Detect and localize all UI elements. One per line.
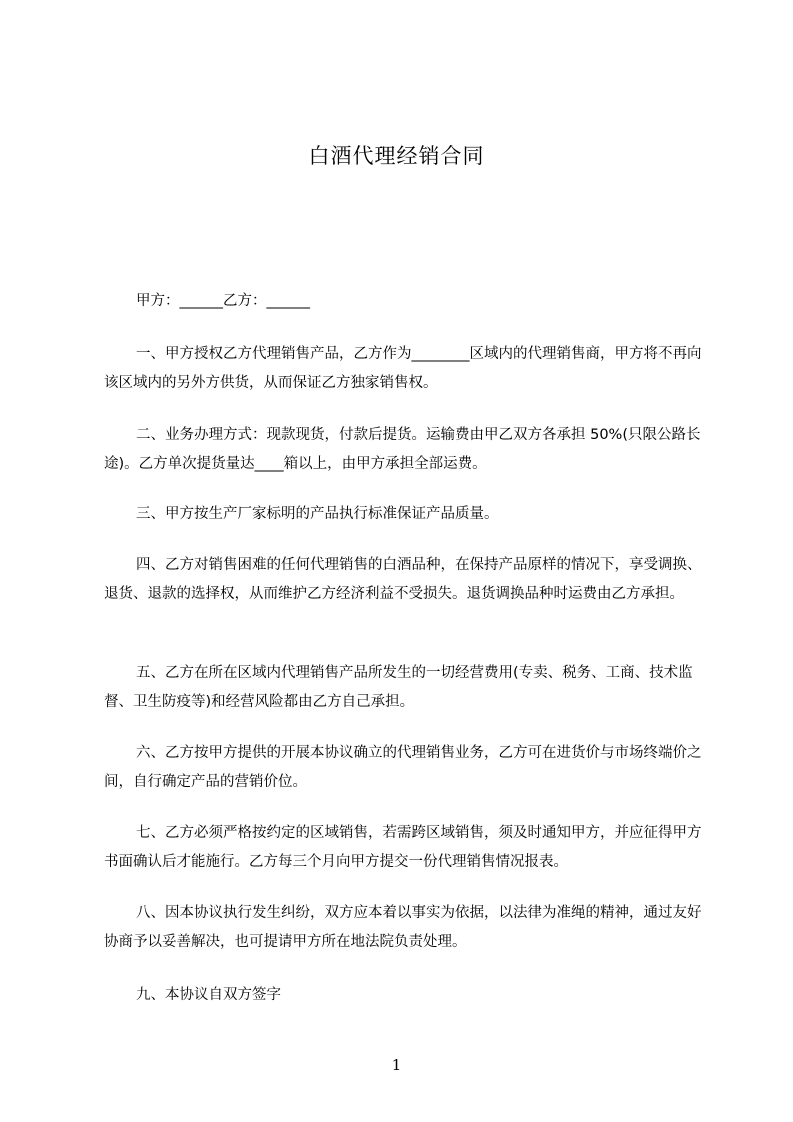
clause-9: 九、本协议自双方签字 — [136, 987, 281, 1003]
clause-4: 四、乙方对销售困难的任何代理销售的白酒品种，在保持产品原样的情况下，享受调换、退货、退款的选择权，从而维护乙方经济利益不受损失。退货调换品种时运费由乙方承担。 — [104, 557, 702, 602]
clause-6: 六、乙方按甲方提供的开展本协议确立的代理销售业务，乙方可在进货价与市场终端价之间，自行确定产品的营销价位。 — [104, 745, 702, 790]
clause-1: 一、甲方授权乙方代理销售产品，乙方作为________区域内的代理销售商，甲方将不再向该区域内的另外方供货，从而保证乙方独家销售权。 — [104, 346, 702, 391]
clause-5: 五、乙方在所在区域内代理销售产品所发生的一切经营费用(专卖、税务、工商、技术监督、卫生防疫等)和经营风险都由乙方自己承担。 — [104, 665, 693, 710]
document-title: 白酒代理经销合同 — [308, 144, 485, 168]
page-number: 1 — [391, 1056, 402, 1074]
clause-3: 三、甲方按生产厂家标明的产品执行标准保证产品质量。 — [136, 506, 499, 522]
clause-2: 二、业务办理方式：现款现货，付款后提货。运输费由甲乙双方各承担 50%(只限公路长途)。乙方单次提货量达____箱以上，由甲方承担全部运费。 — [104, 427, 701, 472]
clause-7: 七、乙方必须严格按约定的区域销售，若需跨区域销售，须及时通知甲方，并应征得甲方书面确认后才能施行。乙方每三个月向甲方提交一份代理销售情况报表。 — [104, 825, 702, 870]
parties-line: 甲方：______乙方：______ — [136, 293, 310, 309]
clause-8: 八、因本协议执行发生纠纷，双方应本着以事实为依据，以法律为准绳的精神，通过友好协商予以妥善解决，也可提请甲方所在地法院负责处理。 — [104, 905, 702, 950]
